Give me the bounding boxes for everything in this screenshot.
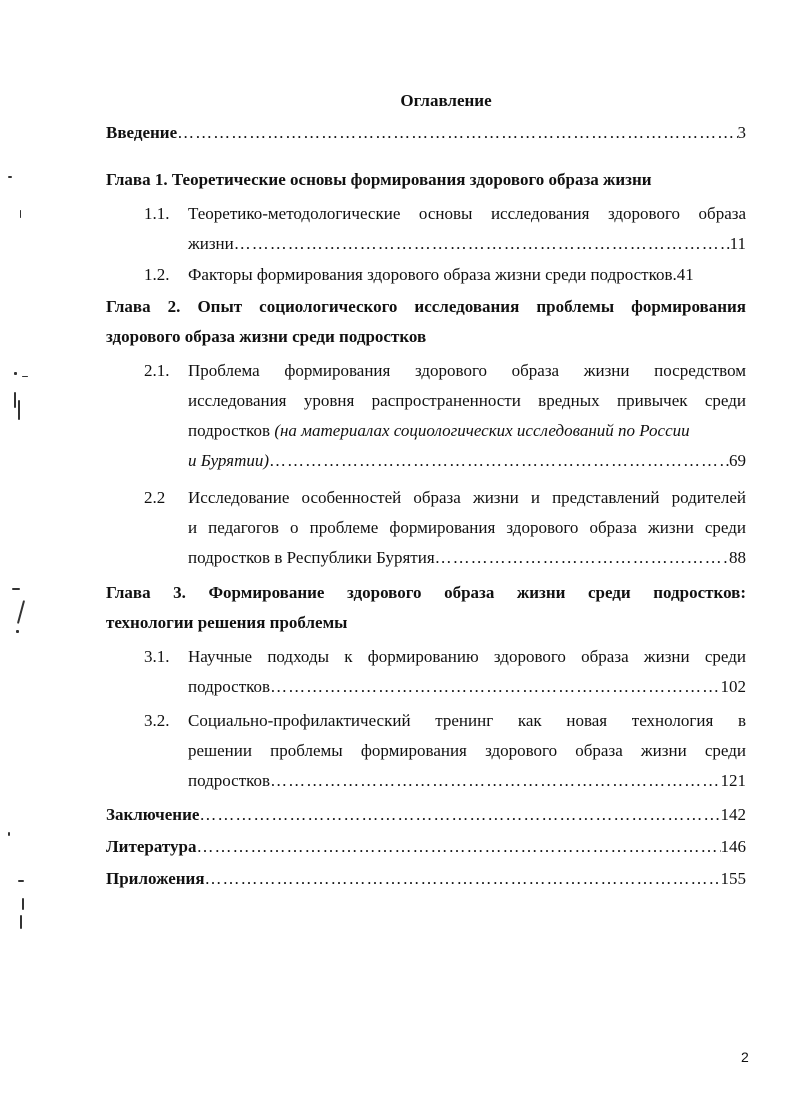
page-number: 2 <box>741 1049 749 1065</box>
section-number: 1.2. <box>144 265 170 284</box>
leader-dots <box>177 122 737 144</box>
toc-entry-1-2[interactable]: Факторы формирования здорового образа жизни среди подростков. 41 <box>188 265 694 284</box>
toc-chapter-3-heading[interactable]: Глава 3. Формирование здорового образа жизни среди подростков: технологии решения проблемы <box>106 583 746 632</box>
leader-dots <box>269 450 729 472</box>
toc-entry-3-2[interactable]: Социально-профилактический тренинг как новая технология в решении проблемы формирования здорового образа жизни среди подростков ………………………………………………………………………………………………………………………………………………………………………… 121 <box>188 710 746 792</box>
toc-page: 3 <box>737 123 746 142</box>
toc-entry-2-1[interactable]: Проблема формирования здорового образа жизни посредством исследования уровня распространенности вредных привычек среди подростков (на материалах социологических исследований по России и Бурятии) ………………………………………………………………………………………………………………………………………………………………………… 69 <box>188 360 746 472</box>
section-number: 3.1. <box>144 647 170 666</box>
leader-dots <box>435 547 729 569</box>
toc-chapter-2-heading[interactable]: Глава 2. Опыт социологического исследования проблемы формирования здорового образа жизни среди подростков <box>106 297 746 346</box>
leader-dots <box>199 804 720 826</box>
toc-entry-1-1[interactable]: Теоретико-методологические основы исследования здорового образа жизни ………………………………………………………………………………………………………………………………………………………………………… 11 <box>188 203 746 255</box>
section-number: 2.2 <box>144 488 166 507</box>
leader-dots <box>270 770 720 792</box>
section-number: 1.1. <box>144 204 170 223</box>
toc-label: Введение <box>106 123 178 142</box>
toc-entry-2-2[interactable]: Исследование особенностей образа жизни и представлений родителей и педагогов о проблеме формирования здорового образа жизни среди подростков в Республики Бурятия ………………………………………………………………………………………………………………………………………………………………………… 88 <box>188 487 746 569</box>
leader-dots <box>234 233 730 255</box>
toc-title: Оглавление <box>400 91 492 110</box>
section-number: 2.1. <box>144 361 170 380</box>
leader-dots <box>205 868 721 890</box>
toc-entry-conclusion[interactable]: Заключение ………………………………………………………………………………………………………………………………………………………………………… 142 <box>106 804 746 826</box>
toc-entry-3-1[interactable]: Научные подходы к формированию здорового образа жизни среди подростков ………………………………………………………………………………………………………………………………………………………………………… 102 <box>188 646 746 698</box>
leader-dots <box>270 676 720 698</box>
section-number: 3.2. <box>144 711 170 730</box>
toc-chapter-1-heading[interactable]: Глава 1. Теоретические основы формирования здорового образа жизни <box>106 170 652 189</box>
toc-entry-intro[interactable] <box>106 122 746 144</box>
toc-entry-literature[interactable]: Литература ………………………………………………………………………………………………………………………………………………………………………… 146 <box>106 836 746 858</box>
leader-dots <box>196 836 720 858</box>
toc-entry-appendix[interactable]: Приложения ………………………………………………………………………………………………………………………………………………………………………… 155 <box>106 868 746 890</box>
